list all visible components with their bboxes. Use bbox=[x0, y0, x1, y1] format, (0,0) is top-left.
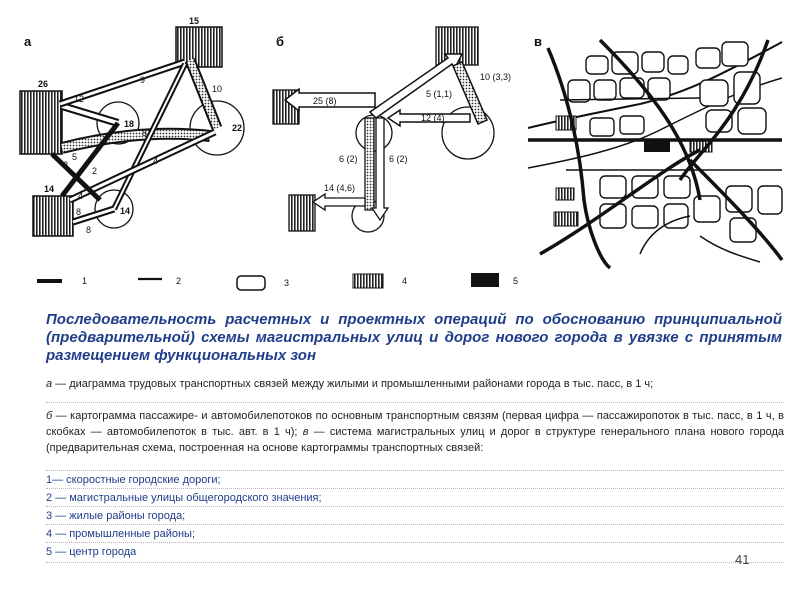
legend-item-1: 1— скоростные городские дороги; bbox=[46, 474, 221, 486]
panel-b-letter: б bbox=[276, 34, 285, 49]
separator bbox=[46, 524, 784, 525]
link-label: 8 bbox=[142, 128, 148, 138]
panel-c bbox=[528, 34, 782, 268]
description-a-letter: а bbox=[46, 378, 53, 390]
panel-a-letter: а bbox=[24, 34, 32, 49]
zone-label: 15 bbox=[189, 16, 200, 26]
flow-label: 12 (4) bbox=[421, 113, 445, 123]
separator bbox=[46, 470, 784, 471]
legend-key: 5 bbox=[513, 276, 519, 286]
legend-key: 2 bbox=[176, 276, 182, 286]
legend-swatch-5 bbox=[471, 273, 499, 287]
zone-label: 26 bbox=[38, 79, 49, 89]
link-label: 4 bbox=[153, 156, 159, 166]
legend-key: 3 bbox=[284, 278, 290, 288]
link-label: 4 bbox=[78, 191, 84, 201]
legend bbox=[37, 273, 518, 290]
zone-label: 14 bbox=[120, 206, 131, 216]
link-band bbox=[190, 60, 217, 128]
flow-label: 6 (2) bbox=[339, 154, 358, 164]
separator bbox=[46, 562, 784, 563]
description-b-letter: б bbox=[46, 410, 53, 422]
link-band bbox=[62, 106, 118, 123]
flow-arrow bbox=[365, 118, 374, 210]
link-label: 8 bbox=[86, 225, 92, 235]
separator bbox=[46, 506, 784, 507]
zone-label: 14 bbox=[44, 184, 55, 194]
zone-26 bbox=[20, 91, 62, 154]
legend-item-5: 5 — центр города bbox=[46, 546, 137, 558]
figure-caption: Последовательность расчетных и проектных операций по обоснованию принципиальной (предварительной) схемы магистральных улиц и дорог нового города в увязке с принятым размещением функциональных зон bbox=[46, 311, 782, 364]
legend-swatch-3 bbox=[237, 276, 265, 290]
flow-arrow bbox=[370, 54, 462, 118]
flow-label: 10 (3,3) bbox=[480, 72, 512, 82]
link-label: 2 bbox=[92, 166, 98, 176]
link-label: 5 bbox=[72, 152, 78, 162]
description-b bbox=[46, 408, 784, 456]
separator bbox=[46, 488, 784, 489]
panel-a bbox=[20, 16, 244, 236]
legend-item-4: 4 — промышленные районы; bbox=[46, 528, 196, 540]
zone-label: 18 bbox=[124, 119, 135, 129]
page-number: 41 bbox=[735, 552, 750, 567]
flow-label: 14 (4,6) bbox=[324, 183, 356, 193]
separator bbox=[46, 542, 784, 543]
zone-label: 22 bbox=[232, 123, 243, 133]
link-label: 8 bbox=[76, 207, 82, 217]
industrial-zone bbox=[554, 212, 578, 226]
flow-label: 5 (1,1) bbox=[426, 89, 453, 99]
description-a-text: — диаграмма трудовых транспортных связей между жилыми и промышленными районами города в тыс. пасс, в 1 ч; bbox=[52, 378, 654, 390]
separator bbox=[46, 402, 784, 403]
legend-key: 1 bbox=[82, 276, 88, 286]
industrial-zone bbox=[556, 188, 574, 200]
description-b-text: — картограмма пассажире- и автомобилепотоков по основным транспортным связям (первая цифра — пассажиропоток в тыс. пасс, в 1 ч, в скобках — автомобилепоток в тыс. авт. в 1 ч); bbox=[46, 410, 784, 438]
link-label: 9 bbox=[140, 75, 146, 85]
legend-swatch-4 bbox=[353, 274, 383, 288]
link-label: 10 bbox=[212, 84, 223, 94]
flow-arrow bbox=[313, 194, 365, 210]
legend-item-2: 2 — магистральные улицы общегородского значения; bbox=[46, 492, 322, 504]
description-c-letter: в bbox=[302, 426, 309, 438]
description-c-text: — система магистральных улиц и дорог в структуре генерального плана нового города (предварительная схема, построенная на основе картограммы транспортных связей: bbox=[46, 426, 785, 454]
flow-label: 6 (2) bbox=[389, 154, 408, 164]
zone-14 bbox=[33, 196, 73, 236]
panel-c-letter: в bbox=[534, 34, 542, 49]
legend-item-3: 3 — жилые районы города; bbox=[46, 510, 186, 522]
description-a bbox=[46, 376, 784, 392]
flow-label: 25 (8) bbox=[313, 96, 337, 106]
city-blocks bbox=[568, 42, 782, 242]
industrial-zone bbox=[289, 195, 315, 231]
link-label: 8 bbox=[63, 160, 69, 170]
city-center bbox=[644, 140, 670, 152]
panel-b bbox=[273, 27, 511, 232]
link-label: 12 bbox=[74, 94, 85, 104]
legend-key: 4 bbox=[402, 276, 408, 286]
